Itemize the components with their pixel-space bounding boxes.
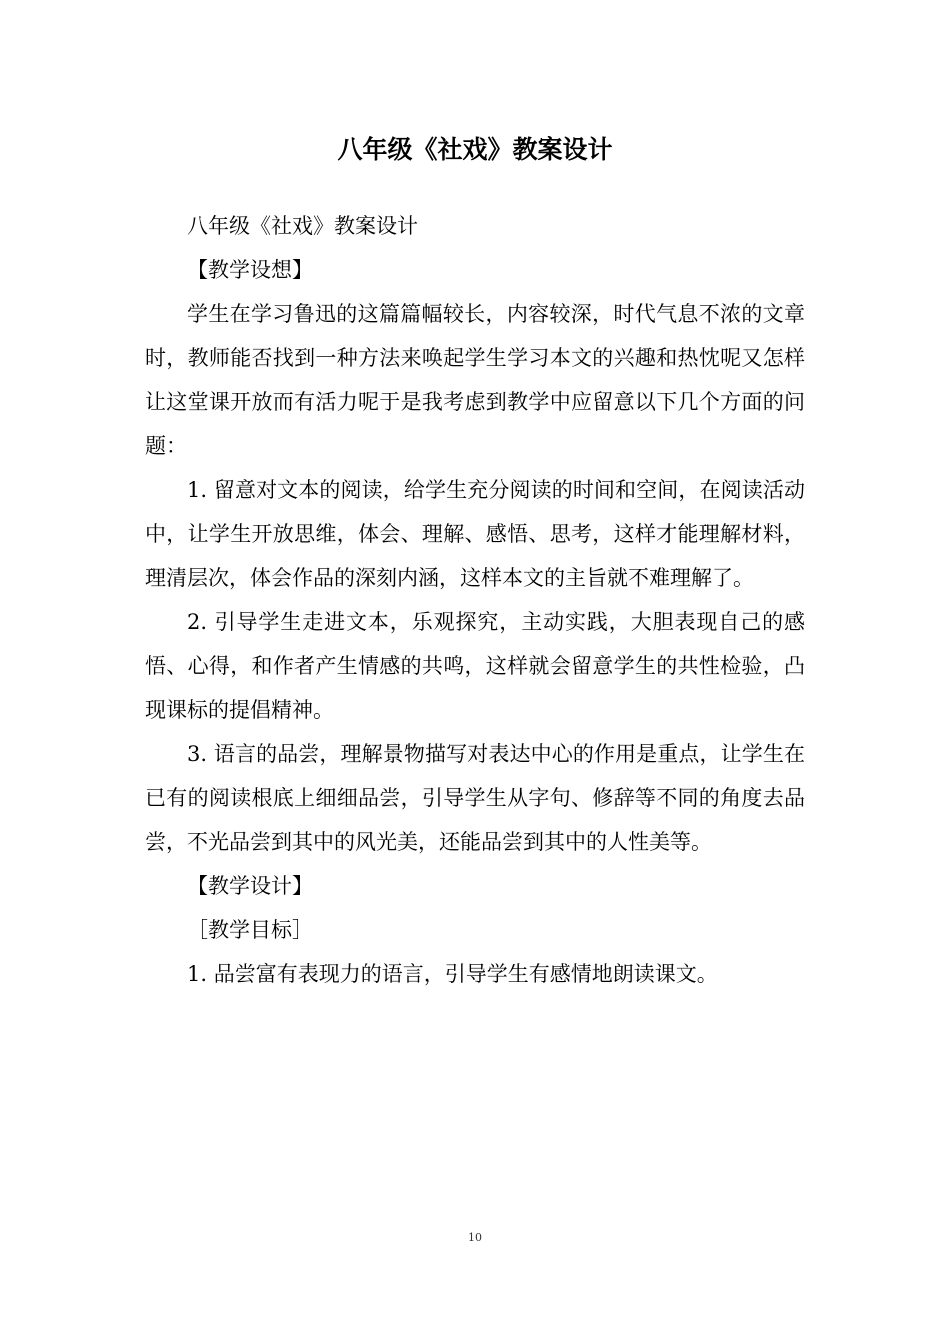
paragraph-point-1: 1. 留意对文本的阅读，给学生充分阅读的时间和空间，在阅读活动中，让学生开放思维，体会、理解、感悟、思考，这样才能理解材料，理清层次，体会作品的深刻内涵，这样本文的主旨就不难理解了。 bbox=[145, 478, 805, 590]
paragraph-subtitle: 八年级《社戏》教案设计 bbox=[187, 214, 418, 238]
paragraph-goal-1: 1. 品尝富有表现力的语言，引导学生有感情地朗读课文。 bbox=[187, 962, 718, 986]
paragraph-point-3: 3. 语言的品尝，理解景物描写对表达中心的作用是重点，让学生在已有的阅读根底上细细品尝，引导学生从字句、修辞等不同的角度去品尝，不光品尝到其中的风光美，还能品尝到其中的人性美等。 bbox=[145, 742, 805, 854]
document-title: 八年级《社戏》教案设计 bbox=[337, 135, 613, 164]
section-heading-teaching-design: 【教学设计】 bbox=[187, 874, 313, 898]
document-body bbox=[145, 204, 805, 996]
page-number: 10 bbox=[468, 1231, 482, 1244]
section-heading-teaching-idea: 【教学设想】 bbox=[187, 258, 313, 282]
paragraph-intro: 学生在学习鲁迅的这篇篇幅较长，内容较深，时代气息不浓的文章时，教师能否找到一种方法来唤起学生学习本文的兴趣和热忱呢又怎样让这堂课开放而有活力呢于是我考虑到教学中应留意以下几个方面的问题： bbox=[145, 302, 805, 458]
paragraph-point-2: 2. 引导学生走进文本，乐观探究，主动实践，大胆表现自己的感悟、心得，和作者产生情感的共鸣，这样就会留意学生的共性检验，凸现课标的提倡精神。 bbox=[145, 610, 805, 722]
subheading-teaching-goals: ［教学目标］ bbox=[187, 918, 313, 942]
